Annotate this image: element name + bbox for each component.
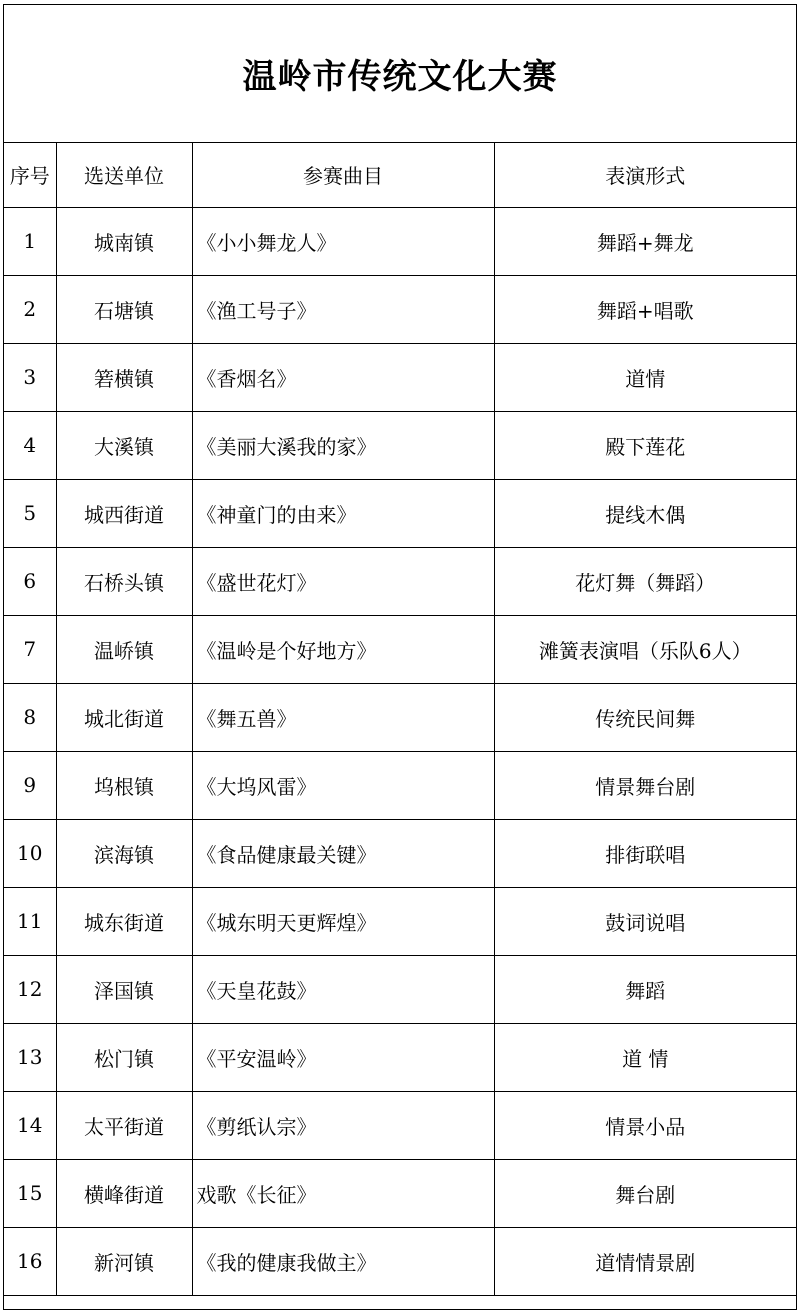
row-performance-form: 鼓词说唱: [494, 887, 796, 955]
row-performance-form: 提线木偶: [494, 479, 796, 547]
row-performance-form: 传统民间舞: [494, 683, 796, 751]
row-number: 6: [4, 547, 56, 615]
row-unit: 新河镇: [56, 1227, 192, 1295]
row-unit: 松门镇: [56, 1023, 192, 1091]
row-number: 15: [4, 1159, 56, 1227]
competition-sheet: [3, 4, 797, 1310]
row-unit: 坞根镇: [56, 751, 192, 819]
row-program-title: 《神童门的由来》: [192, 479, 494, 547]
row-performance-form: 情景小品: [494, 1091, 796, 1159]
table-row: [4, 547, 796, 615]
row-number: 14: [4, 1091, 56, 1159]
row-number: 5: [4, 479, 56, 547]
row-performance-form: 花灯舞（舞蹈）: [494, 547, 796, 615]
row-program-title: 《舞五兽》: [192, 683, 494, 751]
table-row: [4, 751, 796, 819]
table-body: [4, 207, 796, 1295]
row-program-title: 《平安温岭》: [192, 1023, 494, 1091]
page-title: 温岭市传统文化大赛: [4, 5, 796, 143]
column-header-form: 表演形式: [494, 143, 796, 207]
table-row: [4, 887, 796, 955]
row-unit: 箬横镇: [56, 343, 192, 411]
table-row: [4, 1159, 796, 1227]
row-performance-form: 舞蹈+舞龙: [494, 207, 796, 275]
row-program-title: 《小小舞龙人》: [192, 207, 494, 275]
row-performance-form: 舞台剧: [494, 1159, 796, 1227]
row-performance-form: 殿下莲花: [494, 411, 796, 479]
table-row: [4, 1227, 796, 1295]
table-row: [4, 1091, 796, 1159]
row-number: 16: [4, 1227, 56, 1295]
row-program-title: 《大坞风雷》: [192, 751, 494, 819]
table-row: [4, 411, 796, 479]
row-number: 7: [4, 615, 56, 683]
row-number: 10: [4, 819, 56, 887]
row-program-title: 《天皇花鼓》: [192, 955, 494, 1023]
row-number: 13: [4, 1023, 56, 1091]
row-unit: 滨海镇: [56, 819, 192, 887]
table-row: [4, 1023, 796, 1091]
row-number: 4: [4, 411, 56, 479]
row-performance-form: 道情情景剧: [494, 1227, 796, 1295]
column-header-unit: 选送单位: [56, 143, 192, 207]
table-row: [4, 615, 796, 683]
row-program-title: 《食品健康最关键》: [192, 819, 494, 887]
row-unit: 城西街道: [56, 479, 192, 547]
row-program-title: 戏歌《长征》: [192, 1159, 494, 1227]
row-program-title: 《我的健康我做主》: [192, 1227, 494, 1295]
row-unit: 城北街道: [56, 683, 192, 751]
row-unit: 泽国镇: [56, 955, 192, 1023]
row-performance-form: 滩簧表演唱（乐队6人）: [494, 615, 796, 683]
table-row: [4, 819, 796, 887]
row-program-title: 《温岭是个好地方》: [192, 615, 494, 683]
row-unit: 城南镇: [56, 207, 192, 275]
row-program-title: 《美丽大溪我的家》: [192, 411, 494, 479]
row-program-title: 《盛世花灯》: [192, 547, 494, 615]
row-unit: 横峰街道: [56, 1159, 192, 1227]
row-program-title: 《香烟名》: [192, 343, 494, 411]
table-row: [4, 275, 796, 343]
row-performance-form: 舞蹈: [494, 955, 796, 1023]
row-unit: 太平街道: [56, 1091, 192, 1159]
row-number: 11: [4, 887, 56, 955]
table-header-row: [4, 143, 796, 207]
row-performance-form: 道 情: [494, 1023, 796, 1091]
table-row: [4, 683, 796, 751]
row-program-title: 《渔工号子》: [192, 275, 494, 343]
column-header-no: 序号: [4, 143, 56, 207]
row-performance-form: 排街联唱: [494, 819, 796, 887]
program-table: [4, 143, 796, 1296]
table-row: [4, 479, 796, 547]
row-number: 9: [4, 751, 56, 819]
column-header-title: 参赛曲目: [192, 143, 494, 207]
row-number: 1: [4, 207, 56, 275]
row-unit: 石桥头镇: [56, 547, 192, 615]
row-performance-form: 舞蹈+唱歌: [494, 275, 796, 343]
row-performance-form: 道情: [494, 343, 796, 411]
row-unit: 石塘镇: [56, 275, 192, 343]
row-number: 8: [4, 683, 56, 751]
row-unit: 大溪镇: [56, 411, 192, 479]
row-number: 2: [4, 275, 56, 343]
row-number: 3: [4, 343, 56, 411]
row-number: 12: [4, 955, 56, 1023]
row-performance-form: 情景舞台剧: [494, 751, 796, 819]
row-program-title: 《剪纸认宗》: [192, 1091, 494, 1159]
row-program-title: 《城东明天更辉煌》: [192, 887, 494, 955]
table-row: [4, 207, 796, 275]
row-unit: 温峤镇: [56, 615, 192, 683]
row-unit: 城东街道: [56, 887, 192, 955]
table-row: [4, 955, 796, 1023]
table-row: [4, 343, 796, 411]
